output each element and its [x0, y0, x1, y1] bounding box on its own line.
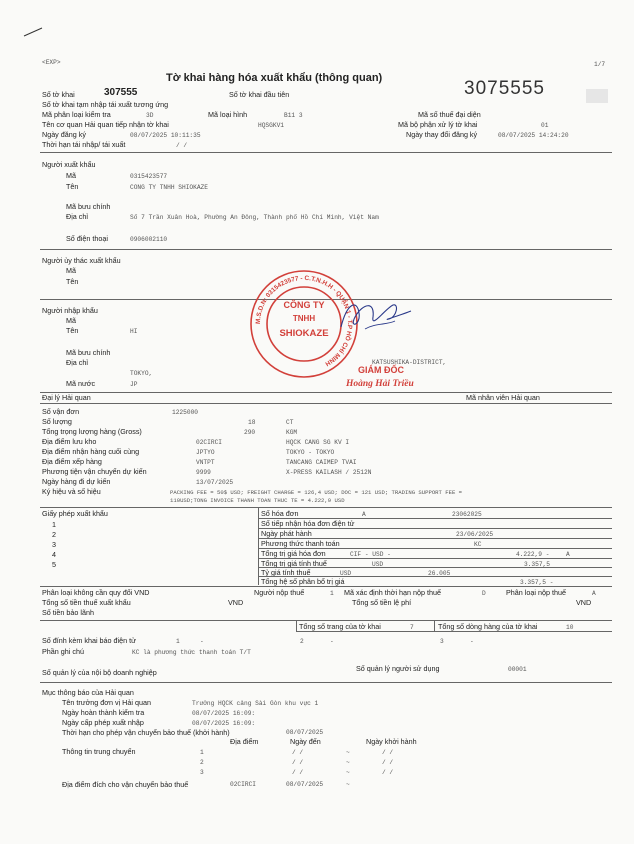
redaction-block — [586, 89, 608, 103]
agent-nhan-vien-label: Mã nhân viên Hải quan — [466, 393, 540, 402]
scan-mark-icon — [22, 26, 46, 38]
trung-chuyen-row-depart: / / — [382, 749, 394, 756]
tong-tri-gia-hd-value: 4.222,9 - — [516, 551, 550, 558]
ngay-hoan-thanh-label: Ngày hoàn thành kiểm tra — [62, 708, 145, 717]
so-luong-unit: CT — [286, 419, 294, 426]
ty-gia-label: Tỷ giá tính thuế — [261, 568, 311, 577]
trung-chuyen-row-arrive: / / — [292, 759, 304, 766]
ngay-den-header: Ngày đến — [290, 737, 321, 746]
so-tiep-nhan-label: Số tiếp nhận hóa đơn điện tử — [261, 519, 355, 528]
ngay-dang-ky-label: Ngày đăng ký — [42, 130, 86, 139]
tong-he-so-label: Tổng hệ số phân bổ trị giá — [261, 577, 345, 586]
column-divider — [434, 620, 435, 631]
divider — [40, 620, 612, 621]
luu-kho-name: HQCK CANG SG KV I — [286, 439, 350, 446]
tong-so-trang-value: 7 — [410, 624, 414, 631]
importer-ma-label: Mã — [66, 316, 76, 325]
nhan-hang-code: JPTYO — [196, 449, 215, 456]
seal-ring-text: M.S.D.N: 0315423577 - C.T.N.H.H - QUẬN 1 - T.P HỒ CHÍ MINH — [254, 274, 354, 368]
trung-chuyen-row-arrive: / / — [292, 749, 304, 756]
tong-tien-thue-label: Tổng số tiền thuế xuất khẩu — [42, 598, 131, 607]
trung-chuyen-row-arrive: / / — [292, 769, 304, 776]
divider — [40, 586, 612, 587]
exporter-phone-value: 0906002110 — [130, 236, 168, 243]
dinh-kem-dash: - — [200, 638, 204, 645]
ma-xd-thoi-han-label: Mã xác định thời hạn nộp thuế — [344, 588, 442, 597]
so-van-don-value: 1225000 — [172, 409, 198, 416]
phuong-tien-code: 9999 — [196, 469, 211, 476]
ma-phan-loai-kt-label: Mã phân loại kiểm tra — [42, 110, 111, 119]
tong-tri-gia-hd-terms: CIF - USD - — [350, 551, 391, 558]
trung-chuyen-label: Thông tin trung chuyển — [62, 747, 136, 756]
ma-so-thue-dai-dien-label: Mã số thuế đại diện — [418, 110, 481, 119]
importer-ma-buu-chinh-label: Mã bưu chính — [66, 348, 111, 357]
divider — [40, 403, 612, 404]
dia-diem-header: Địa điểm — [230, 737, 259, 746]
nhan-hang-name: TOKYO - TOKYO — [286, 449, 335, 456]
director-name: Hoàng Hải Triều — [346, 379, 414, 389]
ngay-thay-doi-label: Ngày thay đổi đăng ký — [406, 130, 478, 139]
importer-ma-nuoc-value: JP — [130, 381, 138, 388]
importer-ten-value: HI — [130, 328, 138, 335]
phan-ghi-chu-value: KC là phương thức thanh toán T/T — [132, 649, 251, 656]
importer-section-label: Người nhập khẩu — [42, 306, 98, 315]
divider — [40, 507, 612, 508]
phan-loai-nop-thue-value: A — [592, 590, 596, 597]
so-to-khai-dau-tien-label: Số tờ khai đầu tiên — [229, 90, 290, 99]
ma-bo-phan-xu-ly-value: 01 — [541, 122, 549, 129]
exporter-ma-value: 0315423577 — [130, 173, 168, 180]
divider — [40, 249, 612, 250]
tong-tri-gia-tt-value: 3.357,5 — [524, 561, 550, 568]
tong-tri-gia-hd-label: Tổng trị giá hóa đơn — [261, 549, 326, 558]
ngay-phat-hanh-label: Ngày phát hành — [261, 529, 312, 538]
luu-kho-label: Địa điểm lưu kho — [42, 437, 97, 446]
ty-gia-value: 26.005 — [428, 570, 451, 577]
ty-gia-cur: USD — [340, 570, 352, 577]
dinh-kem-dash: - — [470, 638, 474, 645]
trung-chuyen-row-sep: ~ — [346, 759, 350, 766]
ty-le-phi-label: Tổng số tiền lệ phí — [352, 598, 412, 607]
ma-loai-hinh-label: Mã loại hình — [208, 110, 248, 119]
phuong-tien-name: X-PRESS KAILASH / 2512N — [286, 469, 372, 476]
nguoi-nop-thue-value: 1 — [330, 590, 334, 597]
dinh-kem-1: 1 — [176, 638, 180, 645]
trong-luong-label: Tổng trọng lượng hàng (Gross) — [42, 427, 142, 436]
divider — [258, 567, 612, 568]
signature — [335, 295, 415, 337]
thoi-han-tntx-value: / / — [176, 142, 188, 149]
trung-chuyen-row-no: 1 — [200, 749, 204, 756]
ngay-di-value: 13/07/2025 — [196, 479, 234, 486]
so-hoa-don-value: 23062025 — [452, 511, 482, 518]
dich-date: 08/07/2025 — [286, 781, 324, 788]
thoi-han-value: 08/07/2025 — [286, 729, 324, 736]
so-van-don-label: Số vận đơn — [42, 407, 80, 416]
so-to-khai-tntx-label: Số tờ khai tạm nhập tái xuất tương ứng — [42, 100, 169, 109]
exporter-ma-label: Mã — [66, 171, 76, 180]
tong-tri-gia-tt-label: Tổng trị giá tính thuế — [261, 559, 327, 568]
nguoi-nop-thue-label: Người nộp thuế — [254, 588, 305, 597]
ngay-phat-hanh-value: 23/06/2025 — [456, 531, 494, 538]
so-hoa-don-label: Số hóa đơn — [261, 509, 299, 518]
dinh-kem-dash: - — [330, 638, 334, 645]
ma-xd-thoi-han-value: D — [482, 590, 486, 597]
ten-truong-don-vi-value: Trưởng HQCK cảng Sài Gòn khu vực 1 — [192, 700, 319, 707]
tong-he-so-value: 3.357,5 - — [520, 579, 554, 586]
phan-loai-nop-thue-label: Phân loại nộp thuế — [506, 588, 566, 597]
so-luong-value: 18 — [248, 419, 256, 426]
exporter-dia-chi-label: Địa chỉ — [66, 212, 88, 221]
trustee-ten-label: Tên — [66, 277, 79, 286]
trung-chuyen-row-no: 2 — [200, 759, 204, 766]
xep-hang-name: TANCANG CAIMEP TVAI — [286, 459, 357, 466]
thoi-han-tntx-label: Thời hạn tái nhập/ tái xuất — [42, 140, 126, 149]
so-to-khai-label: Số tờ khai — [42, 90, 75, 99]
dich-label: Địa điểm đích cho vận chuyển bảo thuế — [62, 780, 189, 789]
ngay-cap-phep-value: 08/07/2025 16:09: — [192, 720, 256, 727]
exporter-ten-value: CONG TY TNHH SHIOKAZE — [130, 184, 208, 191]
license-row: 1 — [52, 520, 56, 529]
seal-line1: CÔNG TY — [283, 300, 325, 310]
exporter-ten-label: Tên — [66, 182, 79, 191]
license-row: 4 — [52, 550, 56, 559]
ten-truong-don-vi-label: Tên trưởng đơn vị Hải quan — [62, 698, 151, 707]
ngay-di-label: Ngày hàng đi dự kiến — [42, 477, 111, 486]
phan-ghi-chu-label: Phần ghi chú — [42, 647, 84, 656]
license-row: 5 — [52, 560, 56, 569]
importer-dia-chi-label: Địa chỉ — [66, 358, 88, 367]
license-label: Giấy phép xuất khẩu — [42, 509, 108, 518]
thoi-han-label: Thời hạn cho phép vận chuyển bảo thuế (khởi hành) — [62, 728, 230, 737]
so-to-khai-value: 307555 — [104, 87, 138, 98]
license-row: 2 — [52, 530, 56, 539]
ky-hieu-label: Ký hiệu và số hiệu — [42, 487, 101, 496]
tong-so-dong-label: Tổng số dòng hàng của tờ khai — [438, 622, 538, 631]
tong-tien-thue-unit: VND — [228, 598, 244, 607]
ky-hieu-line1: PACKING FEE = 50$ USD; FREIGHT CHARGE = 126,4 USD; DOC = 121 USD; TRADING SUPPORT FEE = — [170, 489, 463, 496]
importer-dia-chi-value: TOKYO, — [130, 370, 153, 377]
ma-bo-phan-xu-ly-label: Mã bộ phận xử lý tờ khai — [398, 120, 478, 129]
tong-so-trang-label: Tổng số trang của tờ khai — [299, 622, 381, 631]
trung-chuyen-row-sep: ~ — [346, 749, 350, 756]
exporter-dia-chi-value: Số 7 Trần Xuân Hoà, Phường An Đông, Thành phố Hồ Chí Minh, Việt Nam — [130, 214, 379, 221]
so-hoa-don-prefix: A — [362, 511, 366, 518]
trung-chuyen-row-sep: ~ — [346, 769, 350, 776]
trustee-ma-label: Mã — [66, 266, 76, 275]
seal-line3: SHIOKAZE — [279, 328, 329, 339]
phuong-tien-label: Phương tiện vận chuyển dự kiến — [42, 467, 147, 476]
column-divider — [296, 620, 297, 631]
so-dinh-kem-label: Số đính kèm khai báo điện tử — [42, 636, 136, 645]
dich-sep: ~ — [346, 781, 350, 788]
page-number: 1/7 — [594, 61, 606, 68]
xep-hang-label: Địa điểm xếp hàng — [42, 457, 102, 466]
importer-ten-label: Tên — [66, 326, 79, 335]
ma-phan-loai-kt-value: 3D — [146, 112, 154, 119]
so-luong-label: Số lượng — [42, 417, 72, 426]
license-row: 3 — [52, 540, 56, 549]
phuong-thuc-value: KC — [474, 541, 482, 548]
trung-chuyen-row-no: 3 — [200, 769, 204, 776]
luu-kho-code: 02CIRCI — [196, 439, 222, 446]
exporter-phone-label: Số điện thoại — [66, 234, 108, 243]
ngay-thay-doi-value: 08/07/2025 14:24:20 — [498, 132, 569, 139]
xep-hang-code: VNTPT — [196, 459, 215, 466]
ngay-cap-phep-label: Ngày cấp phép xuất nhập — [62, 718, 144, 727]
importer-ma-nuoc-label: Mã nước — [66, 379, 96, 388]
so-quan-ly-nsd-label: Số quản lý người sử dụng — [356, 664, 440, 673]
ty-le-phi-unit: VND — [576, 598, 592, 607]
tong-tri-gia-hd-flag: A — [566, 551, 570, 558]
declaration-number-large: 3075555 — [464, 78, 545, 99]
ngay-dang-ky-value: 08/07/2025 10:11:35 — [130, 132, 201, 139]
tong-tri-gia-tt-cur: USD — [372, 561, 384, 568]
divider — [40, 682, 612, 683]
page-title: Tờ khai hàng hóa xuất khẩu (thông quan) — [166, 72, 383, 84]
ma-loai-hinh-value: B11 3 — [284, 112, 303, 119]
tong-so-dong-value: 10 — [566, 624, 574, 631]
dich-code: 02CIRCI — [230, 781, 256, 788]
so-tien-bao-lanh-label: Số tiền bảo lãnh — [42, 608, 94, 617]
muc-thong-bao-label: Mục thông báo của Hải quan — [42, 688, 134, 697]
trustee-section-label: Người ủy thác xuất khẩu — [42, 256, 121, 265]
trung-chuyen-row-depart: / / — [382, 769, 394, 776]
so-quan-ly-nsd-value: 00001 — [508, 666, 527, 673]
ky-hieu-line2: 110USD;TONG INVOICE THANH TOAN THUC TE = 4.222,9 USD — [170, 497, 345, 504]
nhan-hang-label: Địa điểm nhận hàng cuối cùng — [42, 447, 140, 456]
ten-co-quan-hq-value: HQSGKV1 — [258, 122, 284, 129]
ten-co-quan-hq-label: Tên cơ quan Hải quan tiếp nhận tờ khai — [42, 120, 169, 129]
trong-luong-value: 290 — [244, 429, 256, 436]
dinh-kem-2: 2 — [300, 638, 304, 645]
phan-loai-khong-can-label: Phân loại không cần quy đổi VND — [42, 588, 150, 597]
trong-luong-unit: KGM — [286, 429, 298, 436]
dinh-kem-3: 3 — [440, 638, 444, 645]
importer-dia-chi-tail: KATSUSHIKA-DISTRICT, — [372, 359, 447, 366]
divider — [40, 152, 612, 153]
ngay-hoan-thanh-value: 08/07/2025 16:09: — [192, 710, 256, 717]
agent-section-label: Đại lý Hải quan — [42, 393, 91, 402]
phuong-thuc-label: Phương thức thanh toán — [261, 539, 340, 548]
so-quan-ly-noi-bo-label: Số quản lý của nội bộ doanh nghiệp — [42, 668, 157, 677]
seal-line2: TNHH — [292, 314, 316, 323]
divider — [296, 631, 612, 632]
exporter-ma-buu-chinh-label: Mã bưu chính — [66, 202, 111, 211]
director-title: GIÁM ĐỐC — [358, 365, 404, 375]
ngay-khoi-hanh-header: Ngày khởi hành — [366, 737, 417, 746]
exp-marker: <EXP> — [42, 59, 61, 66]
exporter-section-label: Người xuất khẩu — [42, 160, 96, 169]
trung-chuyen-row-depart: / / — [382, 759, 394, 766]
